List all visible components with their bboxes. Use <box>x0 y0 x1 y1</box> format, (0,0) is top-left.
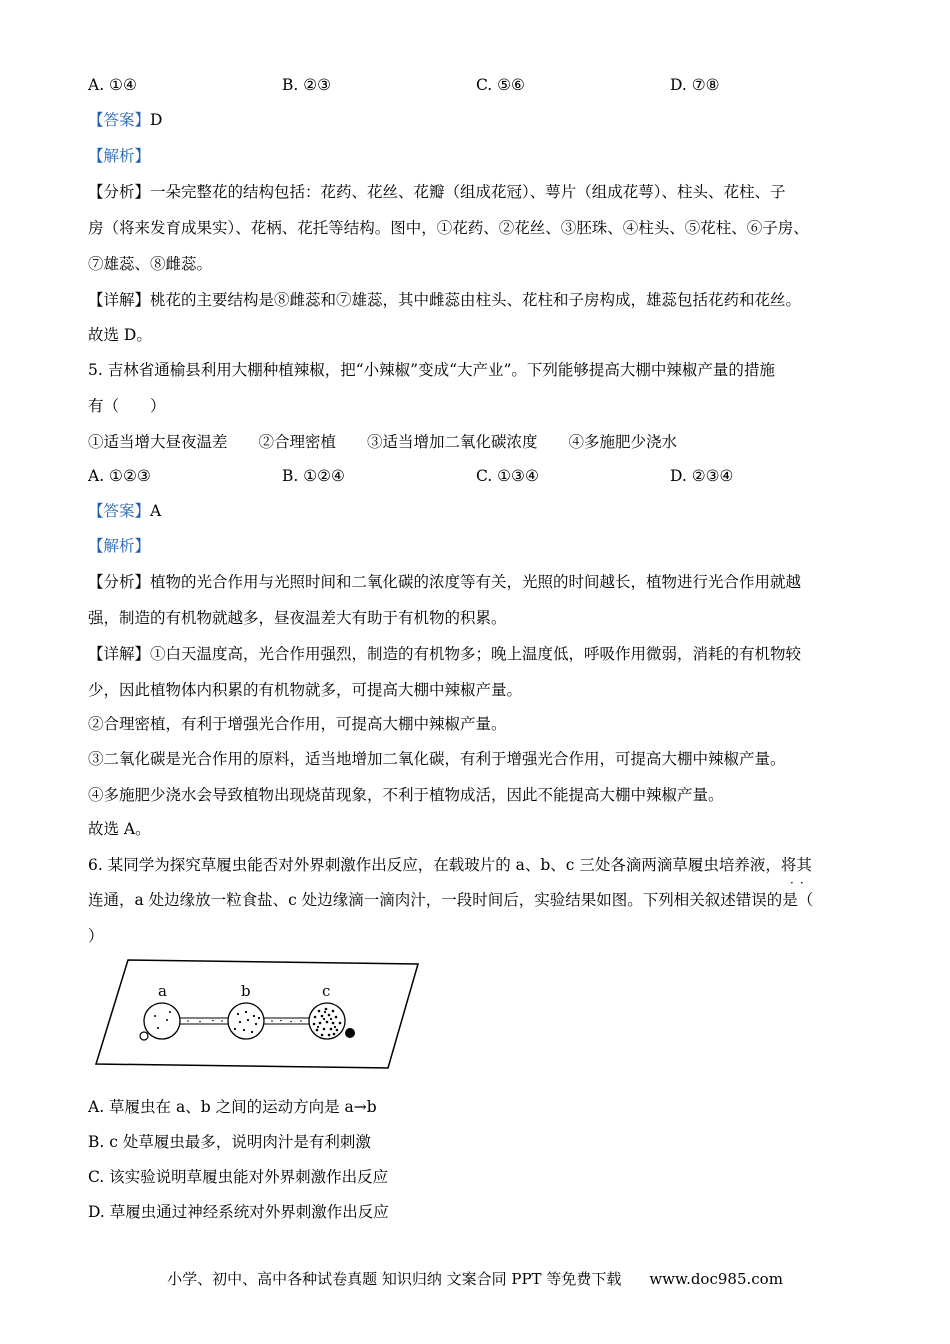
q5-xiangjie-text-1: ①白天温度高，光合作用强烈，制造的有机物多；晚上温度低，呼吸作用微弱，消耗的有机物较 <box>150 645 802 663</box>
q4-conclusion: 故选 D。 <box>88 326 152 344</box>
footer-site-link[interactable]: www.doc985.com <box>649 1270 783 1288</box>
page-footer <box>0 1268 950 1290</box>
q4-option-c: C. ⑤⑥ <box>476 76 525 94</box>
analysis-tag: 【解析】 <box>88 147 151 165</box>
footer-text: 小学、初中、高中各种试卷真题 知识归纳 文案合同 PPT 等免费下载 <box>167 1270 622 1288</box>
q5-fenxi-text-1: 植物的光合作用与光照时间和二氧化碳的浓度等有关，光照的时间越长，植物进行光合作用就越 <box>150 573 802 591</box>
q6-option-b: B. c 处草履虫最多，说明肉汁是有利刺激 <box>88 1133 371 1151</box>
q6-stem-line-3: ） <box>88 927 104 945</box>
q5-xiangjie-line-3: ②合理密植，有利于增强光合作用，可提高大棚中辣椒产量。 <box>88 715 507 733</box>
droplet-a <box>144 1003 180 1039</box>
q4-options <box>88 74 870 96</box>
q5-options <box>88 465 870 487</box>
q5-option-a: A. ①②③ <box>88 467 151 485</box>
q5-xiangjie-line-5: ④多施肥少浇水会导致植物出现烧苗现象，不利于植物成活，因此不能提高大棚中辣椒产量。 <box>88 786 724 804</box>
fenxi-tag: 【分析】 <box>88 573 151 591</box>
analysis-tag: 【解析】 <box>88 537 151 555</box>
answer-tag: 【答案】 <box>88 111 151 129</box>
q5-option-b: B. ①②④ <box>282 467 345 485</box>
q5-statements: ①适当增大昼夜温差 ②合理密植 ③适当增加二氧化碳浓度 ④多施肥少浇水 <box>88 433 678 451</box>
q5-conclusion: 故选 A。 <box>88 820 151 838</box>
xiangjie-tag: 【详解】 <box>88 645 151 663</box>
answer-tag: 【答案】 <box>88 502 151 520</box>
q4-option-a: A. ①④ <box>88 76 137 94</box>
q4-option-d: D. ⑦⑧ <box>670 76 720 94</box>
q5-xiangjie-line-4: ③二氧化碳是光合作用的原料，适当地增加二氧化碳，有利于增强光合作用，可提高大棚中辣椒产量。 <box>88 750 786 768</box>
q4-answer <box>88 109 870 131</box>
label-b: b <box>241 982 251 1000</box>
fenxi-tag: 【分析】 <box>88 183 151 201</box>
q4-option-b: B. ②③ <box>282 76 332 94</box>
xiangjie-tag: 【详解】 <box>88 291 151 309</box>
droplet-b <box>228 1003 264 1039</box>
label-c: c <box>322 982 331 1000</box>
q4-fenxi-line-1 <box>88 181 870 203</box>
q4-xiangjie-text-1: 桃花的主要结构是⑧雌蕊和⑦雄蕊，其中雌蕊由柱头、花柱和子房构成，雄蕊包括花药和花丝。 <box>150 291 802 309</box>
emphasis-dots: ·· <box>790 876 810 890</box>
q5-fenxi-line-1 <box>88 571 870 593</box>
q5-answer <box>88 500 870 522</box>
q4-fenxi-line-3: ⑦雄蕊、⑧雌蕊。 <box>88 255 213 273</box>
q5-stem-line-1: 5. 吉林省通榆县利用大棚种植辣椒，把“小辣椒”变成“大产业”。下列能够提高大棚中辣椒产量的措施 <box>88 361 775 379</box>
q5-answer-value: A <box>150 502 162 520</box>
q5-fenxi-line-2: 强，制造的有机物就越多，昼夜温差大有助于有机物的积累。 <box>88 609 507 627</box>
q5-xiangjie-line-1 <box>88 643 870 665</box>
slide-figure <box>88 948 428 1070</box>
q6-stem-line-2: 连通，a 处边缘放一粒食盐、c 处边缘滴一滴肉汁，一段时间后，实验结果如图。下列相关叙述错误的是（ <box>88 891 814 909</box>
q5-option-c: C. ①③④ <box>476 467 539 485</box>
q4-fenxi-line-2: 房（将来发育成果实）、花柄、花托等结构。图中，①花药、②花丝、③胚珠、④柱头、⑤花柱、⑥子房、 <box>88 219 809 237</box>
q5-xiangjie-line-2: 少，因此植物体内积累的有机物就多，可提高大棚中辣椒产量。 <box>88 681 523 699</box>
q5-option-d: D. ②③④ <box>670 467 734 485</box>
q4-fenxi-text-1: 一朵完整花的结构包括：花药、花丝、花瓣（组成花冠）、萼片（组成花萼）、柱头、花柱、子 <box>150 183 786 201</box>
q5-analysis-heading <box>88 535 870 557</box>
q4-analysis-heading <box>88 145 870 167</box>
meat-juice-drop <box>345 1028 355 1038</box>
q6-option-c: C. 该实验说明草履虫能对外界刺激作出反应 <box>88 1168 389 1186</box>
q6-stem-line-1: 6. 某同学为探究草履虫能否对外界刺激作出反应，在载玻片的 a、b、c 三处各滴两滴草履虫培养液，将其 <box>88 856 812 874</box>
q6-option-d: D. 草履虫通过神经系统对外界刺激作出反应 <box>88 1203 389 1221</box>
salt-grain <box>140 1032 148 1040</box>
label-a: a <box>158 982 167 1000</box>
q6-option-a: A. 草履虫在 a、b 之间的运动方向是 a→b <box>88 1098 377 1116</box>
q4-answer-value: D <box>150 111 163 129</box>
q5-stem-line-2: 有（ ） <box>88 397 166 415</box>
q4-xiangjie-line-1 <box>88 289 870 311</box>
